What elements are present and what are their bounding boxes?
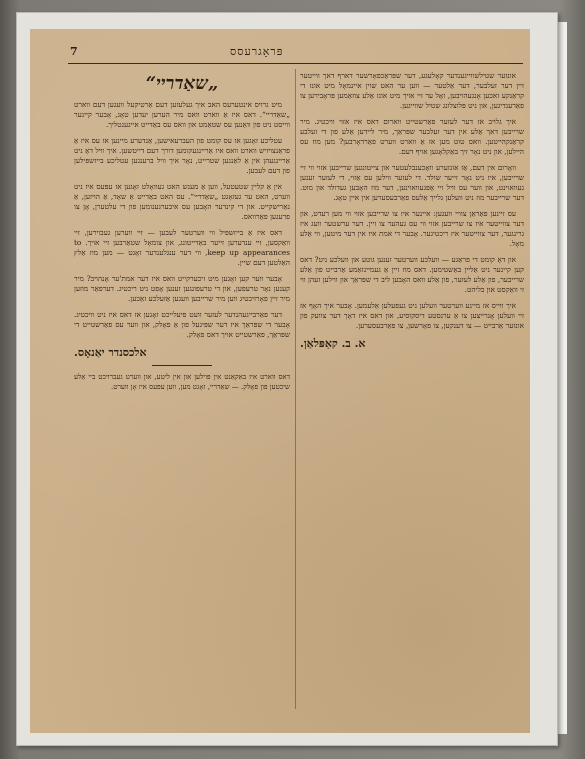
paragraph: איך גלויב אז דער לעזער פאַרשטייט ווארום דאס איז אזוי וויכטיג. מיר שרייבען דאך אַלע אין דער זעלבער שפּראַך, מיר ליידען אַלע פון די זעלבע קראַנקהייטען. וואס טוט מען אז אַ ווארט ווערט פאַרדאָרבען? מען מוז עס היילען, און ניט נאָר זיך באַקלאָגען אויף דעם.: [300, 117, 524, 156]
left-column: [74, 71, 290, 721]
author-signature: אלכסנדר יאַנאָס.: [74, 346, 147, 359]
paragraph: אין אַ קליין שטעטעל, ווען אַ מענש האט געוואָלט זאָגען אז עפּעס איז ניט ווערט, האט ער געזאָגט „שאַדריי“. עס האט באַדייט אַ שאָד, אַ הויזען, אַ נאַרישקייט. און די קינדער האָבען עס איבערגענומען פון די עלטערן, אָן צו פרעגען פאַרוואס.: [74, 182, 290, 221]
footnote-rule: [152, 365, 212, 366]
paragraph: עס זיינען פאַראַן צוויי וועגען: איינער איז צו שרייבען אזוי ווי מען רעדט, און דער צווייטער איז צו שרייבען אזוי ווי עס געהער צו זיין. דער ערשטער וועג איז גרינגער, דער צווייטער איז ריכטיגער. אָבער די אמת איז אין דער מיטען, ווי אַלע מאָל.: [300, 209, 524, 248]
scanned-page: [30, 29, 530, 733]
running-title: פּראָגרעסס: [230, 45, 284, 58]
paragraph: איך ווייס אז מיינע ווערטער וועלען ניט געפעלען אַלעמען. אָבער איך האָף אז זיי וועלען אָנרייצען צו אַ ערנסטע דיסקוסיע, און דאס איז דאָך דער צוועק פון אונזער אַרבייט — צו דענקען, צו פאָרשען, צו פאַרבעסערען.: [300, 301, 524, 330]
page-header: [30, 29, 530, 63]
paragraph: אָבער ווער קען זאָגען מיט זיכערקייט וואס איז דער אמת'ער אָנהויב? מיר קענען נאָר טרעפען, און די טרעפונגען זענען אָפט ניט ריכטיג. דערפאַר מוזען מיר זיין פאָרזיכטיג ווען מיר שרייבען וועגען אַזעלכע זאַכען.: [74, 274, 290, 303]
header-rule: [68, 63, 523, 64]
paragraph: דער פאַרבייגעהנדער לעזער וועט פיעלייכט זאָגען אז דאס איז ניט וויכטיג. אָבער די שפּראַך איז דער שפּיגעל פון אַ פאָלק, און ווער עס פאַרשטייט די שפּראַך, פאַרשטייט אויך דאס פאָלק.: [74, 310, 290, 339]
footnote: דאס ווארט איז באַקאַנט אין פּוילען און אין ליטע, און ווערט געברויכט ביי אַלע שיכטען פון פאָלק. — שאַדריי, זאָגט מען, ווען עפּעס איז אָן ווערט.: [74, 373, 290, 391]
paragraph: מיט גרויס אינטערעס האב איך געלעזען דעם אַרטיקעל וועגען דעם ווארט „שאַדריי“. דאס איז אַ ווארט וואס מיר הערען יעדען טאָג, אָבער קיינער ווייסט ניט פון וואַנען עס שטאַמט און וואס עס באַדייט אייגענטליך.: [74, 100, 290, 129]
paragraph: וואָרום אין דעם, אַז אונזערע וואָכענבלעטער און צייטונגען שרייבען אזוי ווי זיי שרייבען, איז ניט נאָר זייער שולד. די לעזער ווילען עס אַזוי, די לעזער זענען געוואוינט, און ווער עס וויל זיי אָפּגעוואוינען, דער מוז האָבען געדולד און מוט. דער שרייבער מוז ניט וועלען גלייך אַלעס פאַרבעסערען אין איין טאָג.: [300, 163, 524, 202]
right-column: [300, 71, 524, 721]
column-divider: [295, 69, 296, 709]
paragraph: דאס איז אַ בייזשפּיל ווי ווערטער לעבען — זיי ווערען געבוירען, זיי וואַקסען, זיי ענדערען זייער באַדייטונג, און צומאָל שטאַרבען זיי אויך. to keep up appearances, ווי דער ענגלענדער זאָגט — מען מוז אַלץ האַלטען דעם שיין.: [74, 228, 290, 267]
page-number: 7: [70, 45, 78, 58]
paragraph: אונזער שטילשווייגענדער קאָלעגע, דער שפּראַכפאָרשער דארף דאך ווייטער זיין דער זעלבער, דער אַלטער — ווען ער האט שוין איינמאָל מיט אונז די קראַנקע זאכען אָנגעהויבען, זאָל ער זיי אויך מיט אונז אַלע צוזאַמען פּראָבירען צו פאַרענדיגען, און ניט פּלוצלונג שטיל שווייגען.: [300, 71, 524, 110]
article-title: „שאַדריי“: [145, 73, 219, 94]
paragraph: און דאָ קומט די פראַגע — וועלכע ווערטער זענען גוטע און וועלכע ניט? דאס קען קיינער ניט אַליין באַשטימען. דאס מוז זיין אַ געמיינזאַמע אַרבייט פון אַלע שרייבער, פון אַלע לעזער, פון אַלע וואס האָבען ליב די שפּראַך און ווילען זעהן ווי זי וואַקסט און בליהט.: [300, 255, 524, 294]
paragraph: עטליכע זאָגען אז עס קומט פון העברעאישען, אַנדערע מיינען אז עס איז אַ פראַנצויזיש ווארט וואס איז אַריינגעקומען דורך דעם דייטשען. איך וויל דאָ ניט אַריינגעהן אין אַ לאַנגען שטרייט, נאָר איך וויל ברענגען עטליכע בייזשפּילען פון דעם לעבען.: [74, 136, 290, 175]
author-signature: א. ב. קאַפּלאַן.: [300, 337, 366, 350]
